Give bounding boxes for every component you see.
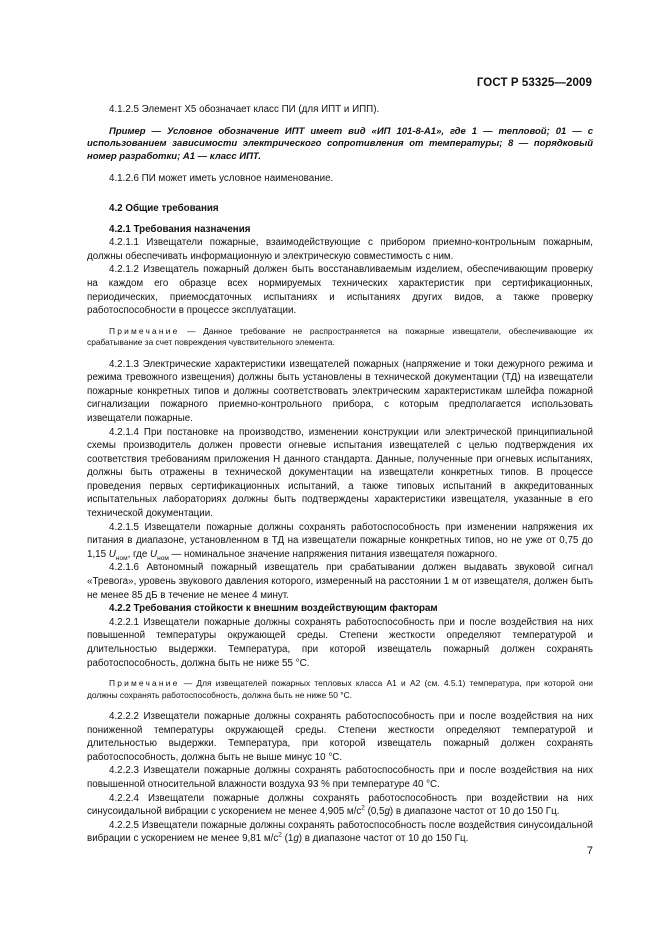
page-number: 7: [586, 845, 593, 857]
paragraph-4-2-2-5: [87, 819, 593, 846]
note-label: Примечание: [109, 325, 180, 336]
paragraph-4-2-1-3: 4.2.1.3 Электрические характеристики извещателей пожарных (напряжение и токи дежурного режима и режима тревожного извещения) должны быть установлены в технической документации (ТД) на извещатели пожарные конкретных типов и должны соответствовать электрическим характеристикам шлейфа пожарной сигнализации пожарного приемно-контрольного прибора, с которым предполагается использовать извещатели пожарные.: [87, 358, 593, 424]
example-paragraph: Пример — Условное обозначение ИПТ имеет вид «ИП 101-8-А1», где 1 — тепловой; 01 — с использованием зависимости электрического сопротивления от температуры; 8 — порядковый номер разработки; А1 — класс ИПТ.: [87, 125, 593, 162]
symbol-g: g: [293, 833, 299, 845]
symbol-u: U: [150, 548, 158, 560]
paragraph-4-1-2-6: 4.1.2.6 ПИ может иметь условное наименование.: [109, 173, 334, 185]
note-text: — Для извещателей пожарных тепловых класса А1 и А2 (см. 4.5.1) температура, при которой они должны сохранять работоспособность, должна быть не ниже 50 °С.: [87, 678, 593, 700]
text-run: (0,5: [364, 806, 385, 818]
paragraph-4-1-2-5: 4.1.2.5 Элемент Х5 обозначает класс ПИ (для ИПТ и ИПП).: [109, 104, 380, 115]
paragraph-4-2-1-2: 4.2.1.2 Извещатель пожарный должен быть восстанавливаемым изделием, обеспечивающим проверку на каждом его образце всех нормируемых технических характеристик при сертификационных, периодических, приемосдаточных испытаниях и испытаниях других видов, а также проверку работоспособности в процессе эксплуатации.: [87, 264, 593, 317]
note-text: — Данное требование не распространяется на пожарные извещатели, обеспечивающие их срабатывание за счет повреждения чувствительного элемента.: [87, 325, 593, 348]
paragraph-4-2-2-3: 4.2.2.3 Извещатели пожарные должны сохранять работоспособность при и после воздействия на них повышенной относительной влажности воздуха 93 % при температуре 40 °С.: [87, 765, 593, 790]
paragraph-4-2-1-5: [87, 521, 593, 562]
doc-id-header: ГОСТ Р 53325—2009: [476, 77, 592, 89]
paragraph-4-2-1-1: 4.2.1.1 Извещатели пожарные, взаимодействующие с прибором приемно-контрольным пожарным, должны обеспечивать информационную и электрическую совместимость с ним.: [87, 237, 593, 262]
heading-4-2-2: 4.2.2 Требования стойкости к внешним воздействующим факторам: [109, 603, 438, 615]
heading-4-2-1: 4.2.1 Требования назначения: [109, 223, 251, 235]
subscript-nom: ном: [115, 554, 128, 562]
subscript-nom: ном: [157, 554, 169, 562]
symbol-u: U: [108, 548, 116, 560]
document-body: [87, 103, 593, 846]
text-run: , где: [127, 548, 151, 560]
paragraph-4-2-2-1: 4.2.2.1 Извещатели пожарные должны сохранять работоспособность при и после воздействия на них повышенной температуры окружающей среды. Степени жесткости определяют температурой и длительностью выдержки. Температура, при которой извещатель пожарный должен сохранять работоспособность, должна быть не ниже 55 °С.: [87, 616, 593, 669]
text-run: ) в диапазоне частот от 10 до 150 Гц.: [298, 833, 469, 845]
superscript: 2: [361, 804, 365, 812]
note-1: [87, 326, 593, 349]
paragraph-4-2-2-2: 4.2.2.2 Извещатели пожарные должны сохранять работоспособность при и после воздействия на них пониженной температуры окружающей среды. Степени жесткости определяют температурой и длительностью выдержки. Температура, при которой извещатель пожарный должен сохранять работоспособность, должна быть не выше минус 10 °С.: [87, 711, 593, 763]
heading-4-2: 4.2 Общие требования: [109, 202, 219, 214]
superscript: 2: [278, 832, 282, 840]
note-label: Примечание: [109, 678, 180, 689]
text-run: 4.2.1.5 Извещатели пожарные должны сохранять работоспособность при изменении напряжения их питания в диапазоне, установленном в ТД на извещатели пожарные конкретных типов, но не уже от 0,75 до 1,15: [87, 521, 593, 560]
symbol-g: g: [384, 806, 390, 818]
text-run: ) в диапазоне частот от 10 до 150 Гц.: [389, 806, 560, 818]
text-run: (1: [281, 833, 294, 845]
text-run: 4.2.2.5 Извещатели пожарные должны сохранять работоспособность после воздействия синусоидальной вибрации с ускорением не менее 9,81 м/с: [87, 819, 593, 845]
paragraph-4-2-1-6: 4.2.1.6 Автономный пожарный извещатель при срабатывании должен выдавать звуковой сигнал «Тревога», уровень звукового давления которого, измеренный на расстоянии 1 м от извещателя, должен быть не менее 85 дБ в течение не менее 4 минут.: [87, 562, 593, 601]
note-2: [87, 678, 593, 701]
paragraph-4-2-1-4: 4.2.1.4 При постановке на производство, изменении конструкции или электрической принципиальной схемы производитель должен провести огневые испытания извещателей с целью подтверждения их соответствия требованиям приложения Н данного стандарта. Данные, полученные при огневых испытаниях, должны быть отражены в технической документации на извещатели конкретных типов. В процессе проведения первых сертификационных испытаний, а также типовых испытаний в аккредитованных испытательных лабораториях должны быть подтверждены характеристики извещателя, указанные в его технической документации.: [87, 426, 593, 520]
text-run: — номинальное значение напряжения питания извещателя пожарного.: [168, 548, 498, 560]
text-run: 4.2.2.4 Извещатели пожарные должны сохранять работоспособность при воздействии на них синусоидальной вибрации с ускорением не менее 4,905 м/с: [87, 792, 593, 818]
paragraph-4-2-2-4: [87, 792, 593, 819]
